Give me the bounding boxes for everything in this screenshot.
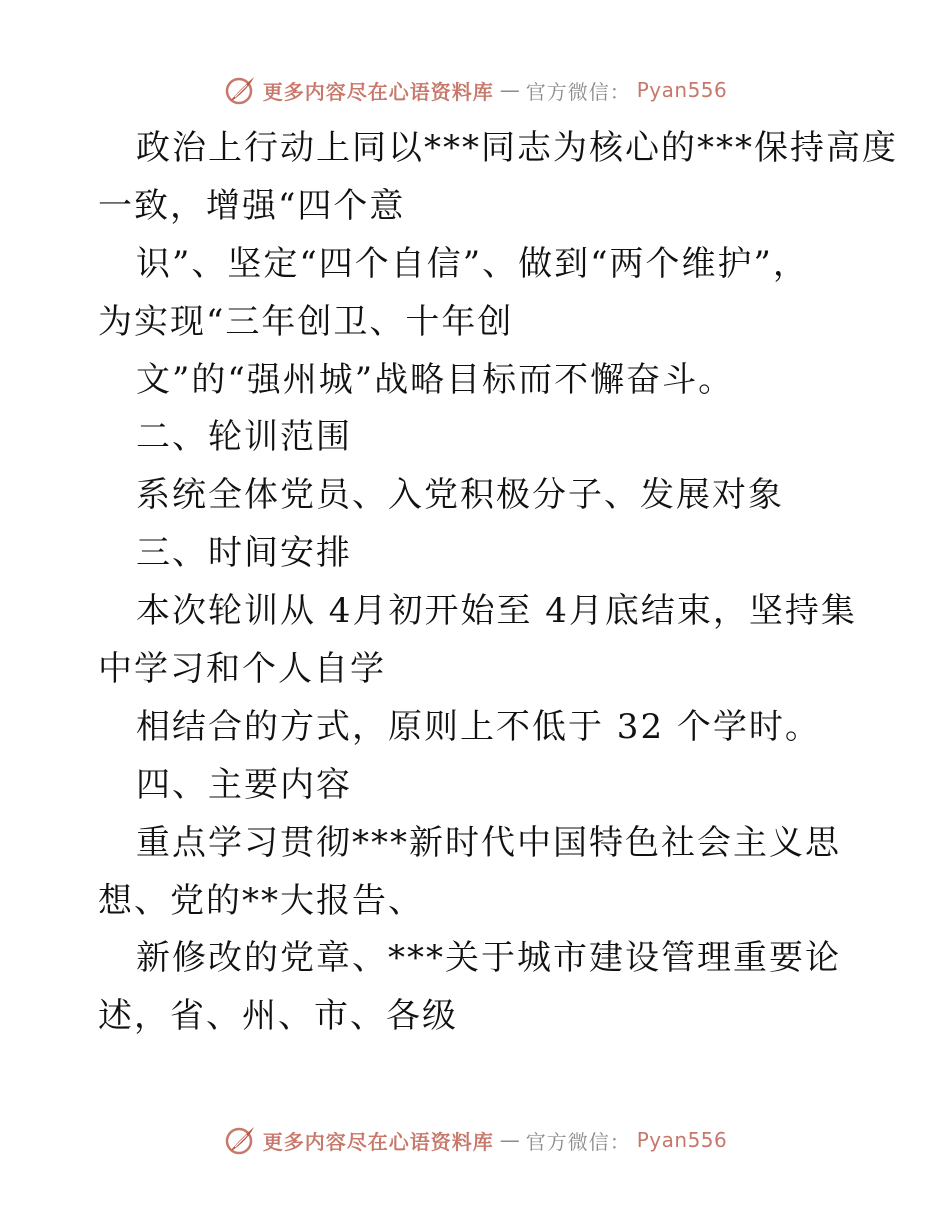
banner-wechat-id: Pyan556 — [636, 78, 728, 102]
body-line: 文”的“强州城”战略目标而不懈奋斗。 — [136, 359, 735, 400]
section-heading: 二、轮训范围 — [136, 417, 352, 458]
body-line: 政治上行动上同以***同志为核心的***保持高度 — [136, 128, 898, 168]
banner-main-text: 更多内容尽在心语资料库 — [262, 1129, 494, 1154]
body-line: 新修改的党章、***关于城市建设管理重要论 — [136, 938, 841, 979]
feather-quill-logo-icon — [223, 1123, 257, 1157]
banner-main-text: 更多内容尽在心语资料库 — [262, 79, 494, 104]
body-line: 述，省、州、市、各级 — [98, 996, 458, 1037]
banner-dash: — — [499, 78, 520, 102]
body-line: 为实现“三年创卫、十年创 — [98, 301, 514, 342]
banner-official-label: 官方微信： — [525, 1129, 631, 1154]
body-line: 想、党的**大报告、 — [98, 880, 424, 921]
body-line: 相结合的方式，原则上不低于 32 个学时。 — [136, 706, 821, 747]
feather-quill-logo-icon — [223, 73, 257, 107]
header-banner — [0, 70, 950, 110]
section-heading: 四、主要内容 — [136, 764, 352, 805]
body-line: 中学习和个人自学 — [98, 649, 386, 690]
banner-wechat-id: Pyan556 — [636, 1128, 728, 1152]
document-body — [98, 120, 898, 1046]
body-line: 本次轮训从 4月初开始至 4月底结束，坚持集 — [136, 591, 857, 632]
body-line: 重点学习贯彻***新时代中国特色社会主义思 — [136, 822, 841, 863]
body-line: 一致，增强“四个意 — [98, 185, 406, 226]
section-heading: 三、时间安排 — [136, 533, 352, 574]
banner-official-label: 官方微信： — [525, 79, 631, 104]
banner-dash: — — [499, 1128, 520, 1152]
body-line: 识”、坚定“四个自信”、做到“两个维护”， — [136, 243, 809, 284]
footer-banner — [0, 1120, 950, 1160]
body-line: 系统全体党员、入党积极分子、发展对象 — [136, 475, 784, 516]
